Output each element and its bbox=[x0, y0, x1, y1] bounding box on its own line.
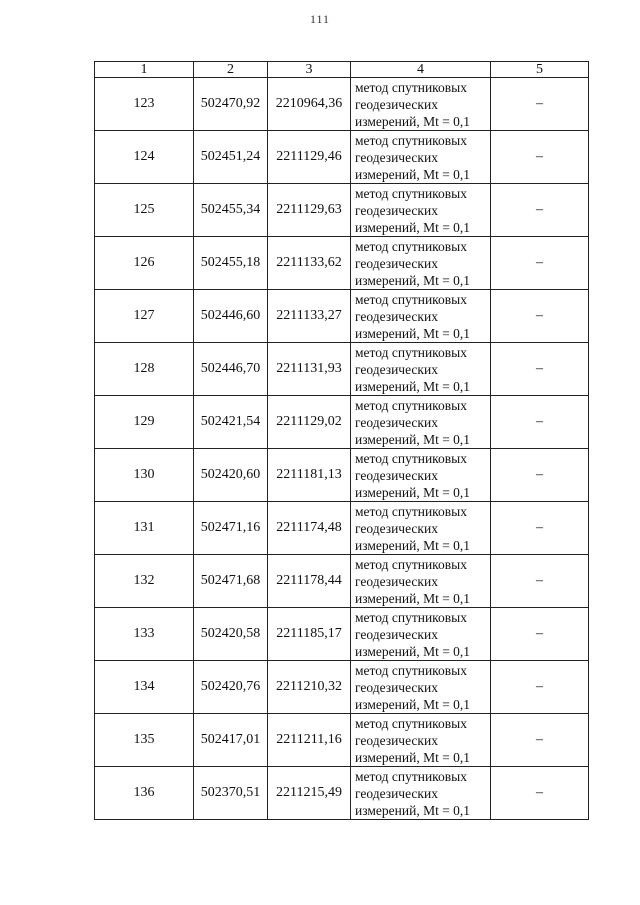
table-row bbox=[95, 237, 589, 290]
table-row bbox=[95, 608, 589, 661]
method-line: измерений, Mt = 0,1 bbox=[355, 431, 471, 447]
point-number-cell: 129 bbox=[95, 396, 194, 449]
point-number-cell: 136 bbox=[95, 767, 194, 820]
method-cell bbox=[351, 449, 491, 502]
method-line: метод спутниковых bbox=[355, 344, 467, 360]
point-number-cell: 127 bbox=[95, 290, 194, 343]
x-coordinate-cell: 502455,18 bbox=[194, 237, 268, 290]
table-row bbox=[95, 290, 589, 343]
y-coordinate-cell: 2211129,02 bbox=[268, 396, 351, 449]
method-line: метод спутниковых bbox=[355, 291, 467, 307]
table-row bbox=[95, 449, 589, 502]
point-number-cell: 135 bbox=[95, 714, 194, 767]
method-cell bbox=[351, 78, 491, 131]
point-number-cell: 123 bbox=[95, 78, 194, 131]
method-cell bbox=[351, 608, 491, 661]
method-line: геодезических bbox=[355, 255, 438, 271]
method-line: геодезических bbox=[355, 202, 438, 218]
method-cell bbox=[351, 555, 491, 608]
table-row bbox=[95, 714, 589, 767]
method-cell bbox=[351, 767, 491, 820]
note-cell: – bbox=[491, 661, 589, 714]
note-cell: – bbox=[491, 237, 589, 290]
point-number-cell: 128 bbox=[95, 343, 194, 396]
x-coordinate-cell: 502420,60 bbox=[194, 449, 268, 502]
x-coordinate-cell: 502446,60 bbox=[194, 290, 268, 343]
method-cell bbox=[351, 290, 491, 343]
x-coordinate-cell: 502370,51 bbox=[194, 767, 268, 820]
method-cell bbox=[351, 184, 491, 237]
x-coordinate-cell: 502451,24 bbox=[194, 131, 268, 184]
method-line: метод спутниковых bbox=[355, 609, 467, 625]
table-row bbox=[95, 131, 589, 184]
note-cell: – bbox=[491, 714, 589, 767]
method-line: метод спутниковых bbox=[355, 132, 467, 148]
method-line: метод спутниковых bbox=[355, 450, 467, 466]
note-cell: – bbox=[491, 767, 589, 820]
x-coordinate-cell: 502417,01 bbox=[194, 714, 268, 767]
method-cell bbox=[351, 131, 491, 184]
header-cell-4: 4 bbox=[351, 62, 491, 78]
point-number-cell: 130 bbox=[95, 449, 194, 502]
method-cell bbox=[351, 714, 491, 767]
table-row bbox=[95, 767, 589, 820]
method-line: измерений, Mt = 0,1 bbox=[355, 378, 471, 394]
table-row bbox=[95, 78, 589, 131]
method-line: геодезических bbox=[355, 149, 438, 165]
page-number: 111 bbox=[309, 12, 331, 26]
table-row bbox=[95, 184, 589, 237]
method-line: метод спутниковых bbox=[355, 715, 467, 731]
note-cell: – bbox=[491, 555, 589, 608]
method-cell bbox=[351, 237, 491, 290]
point-number-cell: 131 bbox=[95, 502, 194, 555]
method-line: измерений, Mt = 0,1 bbox=[355, 537, 471, 553]
note-cell: – bbox=[491, 396, 589, 449]
method-line: измерений, Mt = 0,1 bbox=[355, 802, 471, 818]
method-line: метод спутниковых bbox=[355, 503, 467, 519]
method-line: метод спутниковых bbox=[355, 662, 467, 678]
point-number-cell: 125 bbox=[95, 184, 194, 237]
header-cell-5: 5 bbox=[491, 62, 589, 78]
y-coordinate-cell: 2211210,32 bbox=[268, 661, 351, 714]
method-cell bbox=[351, 661, 491, 714]
method-line: измерений, Mt = 0,1 bbox=[355, 643, 471, 659]
x-coordinate-cell: 502470,92 bbox=[194, 78, 268, 131]
method-line: измерений, Mt = 0,1 bbox=[355, 113, 471, 129]
y-coordinate-cell: 2211215,49 bbox=[268, 767, 351, 820]
note-cell: – bbox=[491, 184, 589, 237]
method-line: измерений, Mt = 0,1 bbox=[355, 272, 471, 288]
table-row bbox=[95, 502, 589, 555]
note-cell: – bbox=[491, 290, 589, 343]
table-row bbox=[95, 555, 589, 608]
method-line: метод спутниковых bbox=[355, 397, 467, 413]
method-line: геодезических bbox=[355, 785, 438, 801]
y-coordinate-cell: 2211211,16 bbox=[268, 714, 351, 767]
x-coordinate-cell: 502420,58 bbox=[194, 608, 268, 661]
x-coordinate-cell: 502421,54 bbox=[194, 396, 268, 449]
method-line: измерений, Mt = 0,1 bbox=[355, 696, 471, 712]
method-line: геодезических bbox=[355, 96, 438, 112]
method-line: измерений, Mt = 0,1 bbox=[355, 325, 471, 341]
point-number-cell: 134 bbox=[95, 661, 194, 714]
method-line: метод спутниковых bbox=[355, 238, 467, 254]
y-coordinate-cell: 2211133,62 bbox=[268, 237, 351, 290]
method-cell bbox=[351, 343, 491, 396]
method-line: геодезических bbox=[355, 520, 438, 536]
point-number-cell: 133 bbox=[95, 608, 194, 661]
method-line: измерений, Mt = 0,1 bbox=[355, 484, 471, 500]
y-coordinate-cell: 2211185,17 bbox=[268, 608, 351, 661]
note-cell: – bbox=[491, 608, 589, 661]
method-line: метод спутниковых bbox=[355, 556, 467, 572]
y-coordinate-cell: 2211174,48 bbox=[268, 502, 351, 555]
method-line: метод спутниковых bbox=[355, 79, 467, 95]
note-cell: – bbox=[491, 502, 589, 555]
method-line: измерений, Mt = 0,1 bbox=[355, 166, 471, 182]
method-line: геодезических bbox=[355, 467, 438, 483]
method-line: геодезических bbox=[355, 414, 438, 430]
method-line: метод спутниковых bbox=[355, 185, 467, 201]
y-coordinate-cell: 2211178,44 bbox=[268, 555, 351, 608]
method-line: измерений, Mt = 0,1 bbox=[355, 749, 471, 765]
method-line: измерений, Mt = 0,1 bbox=[355, 219, 471, 235]
table-row bbox=[95, 343, 589, 396]
note-cell: – bbox=[491, 343, 589, 396]
y-coordinate-cell: 2211129,46 bbox=[268, 131, 351, 184]
note-cell: – bbox=[491, 449, 589, 502]
method-line: метод спутниковых bbox=[355, 768, 467, 784]
header-cell-2: 2 bbox=[194, 62, 268, 78]
method-line: геодезических bbox=[355, 626, 438, 642]
method-line: геодезических bbox=[355, 573, 438, 589]
y-coordinate-cell: 2210964,36 bbox=[268, 78, 351, 131]
method-line: измерений, Mt = 0,1 bbox=[355, 590, 471, 606]
note-cell: – bbox=[491, 131, 589, 184]
table-body bbox=[95, 78, 589, 820]
method-line: геодезических bbox=[355, 361, 438, 377]
method-line: геодезических bbox=[355, 679, 438, 695]
header-cell-3: 3 bbox=[268, 62, 351, 78]
x-coordinate-cell: 502471,68 bbox=[194, 555, 268, 608]
x-coordinate-cell: 502455,34 bbox=[194, 184, 268, 237]
y-coordinate-cell: 2211129,63 bbox=[268, 184, 351, 237]
y-coordinate-cell: 2211181,13 bbox=[268, 449, 351, 502]
x-coordinate-cell: 502471,16 bbox=[194, 502, 268, 555]
note-cell: – bbox=[491, 78, 589, 131]
table-row bbox=[95, 661, 589, 714]
header-cell-1: 1 bbox=[95, 62, 194, 78]
point-number-cell: 124 bbox=[95, 131, 194, 184]
method-line: геодезических bbox=[355, 308, 438, 324]
point-number-cell: 132 bbox=[95, 555, 194, 608]
x-coordinate-cell: 502446,70 bbox=[194, 343, 268, 396]
header-row bbox=[95, 62, 589, 78]
coordinates-table bbox=[94, 61, 589, 820]
point-number-cell: 126 bbox=[95, 237, 194, 290]
method-cell bbox=[351, 502, 491, 555]
x-coordinate-cell: 502420,76 bbox=[194, 661, 268, 714]
y-coordinate-cell: 2211131,93 bbox=[268, 343, 351, 396]
table-row bbox=[95, 396, 589, 449]
method-line: геодезических bbox=[355, 732, 438, 748]
method-cell bbox=[351, 396, 491, 449]
y-coordinate-cell: 2211133,27 bbox=[268, 290, 351, 343]
